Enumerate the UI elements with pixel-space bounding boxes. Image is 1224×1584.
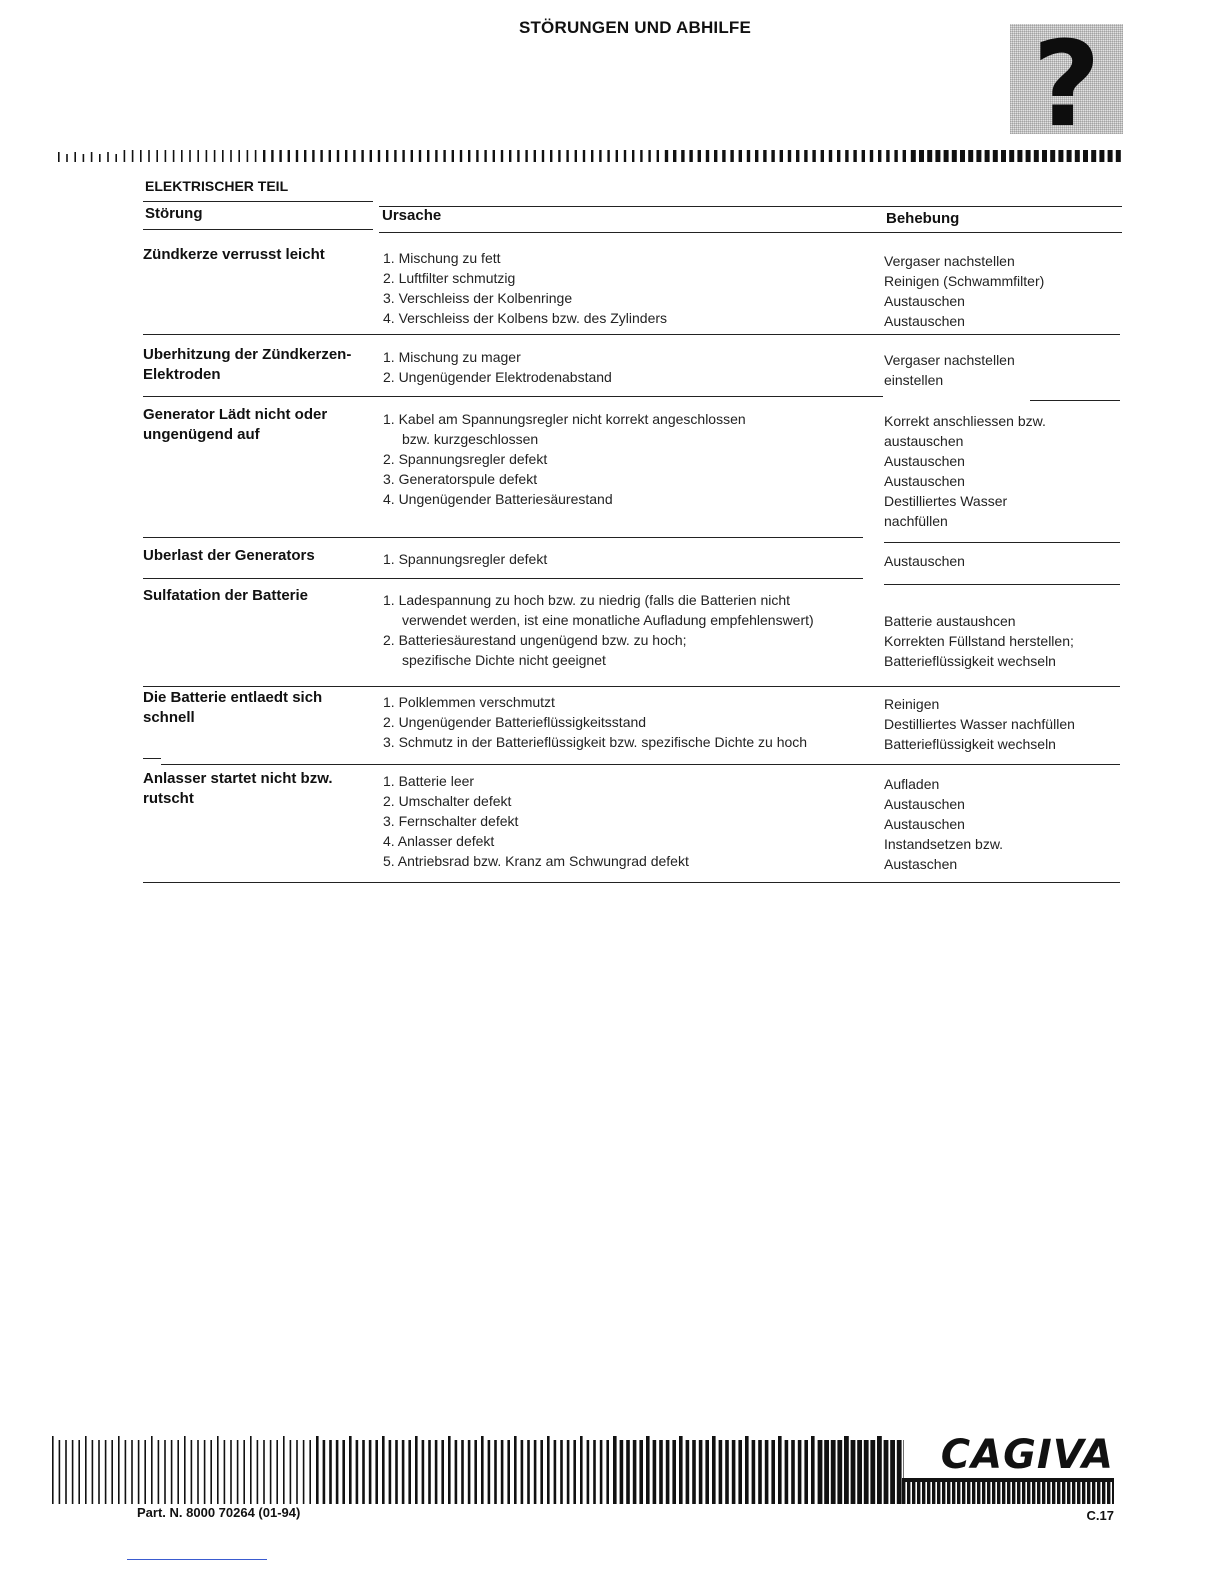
footer-bar-rule [52,1436,904,1504]
cause-item: 1. Ladespannung zu hoch bzw. zu niedrig (falls die Batterien nicht [383,592,791,608]
header-top-rule [379,206,1122,207]
cause-item: 2. Umschalter defekt [383,793,512,809]
cause-item: 5. Antriebsrad bzw. Kranz am Schwungrad defekt [383,853,689,869]
row-divider [143,537,863,538]
cause-list [383,549,873,569]
cause-item: 2. Ungenügender Elektrodenabstand [383,369,612,385]
header-bottom-rule [379,232,1122,233]
cause-item: 1. Mischung zu fett [383,250,501,266]
remedy-list [884,411,1120,531]
cause-item: 2. Batteriesäurestand ungenügend bzw. zu hoch; [383,632,687,648]
row-divider [1030,400,1120,401]
remedy-item: Austauschen [884,796,965,812]
fault-label: Uberhitzung der Zündkerzen-Elektroden [143,346,352,383]
section-title: ELEKTRISCHER TEIL [145,178,289,194]
header-top-rule [143,201,373,202]
fault-label: Generator Lädt nicht oder ungenügend auf [143,406,328,443]
cause-item: 3. Generatorspule defekt [383,471,538,487]
remedy-item: Austauschen [884,553,965,569]
cause-item: 1. Batterie leer [383,773,475,789]
fault-label: Die Batterie entlaedt sich schnell [143,689,323,726]
brand-logo: CAGIVA [940,1432,1114,1478]
remedy-item: Korrekt anschliessen bzw. [884,413,1046,429]
remedy-item: Reinigen (Schwammfilter) [884,273,1045,289]
row-divider [884,584,1120,585]
row-divider [143,578,863,579]
remedy-item: nachfüllen [884,513,948,529]
row-divider [884,542,1120,543]
remedy-item: Austauschen [884,473,965,489]
cause-item: 2. Luftfilter schmutzig [383,270,516,286]
cause-list [383,347,873,387]
remedy-item: Batterieflüssigkeit wechseln [884,736,1056,752]
remedy-item: Austauschen [884,293,965,309]
remedy-item: Reinigen [884,696,940,712]
remedy-item: Batterie austaushcen [884,613,1016,629]
remedy-list [884,694,1120,754]
cause-item: 4. Anlasser defekt [383,833,495,849]
remedy-item: Batterieflüssigkeit wechseln [884,653,1056,669]
remedy-item: Instandsetzen bzw. [884,836,1004,852]
cause-list [383,771,873,871]
cause-item: 1. Polklemmen verschmutzt [383,694,555,710]
remedy-item: Vergaser nachstellen [884,352,1015,368]
column-header-remedy: Behebung [886,210,960,227]
remedy-item: austauschen [884,433,964,449]
cause-list [383,248,873,328]
row-divider [143,334,1120,335]
remedy-list [884,774,1120,874]
table-bottom-rule [143,882,1120,883]
cause-list [383,409,873,509]
remedy-item: Austaschen [884,856,958,872]
cause-item: bzw. kurzgeschlossen [402,431,539,447]
top-bar-rule [58,146,1124,162]
footer-underline [127,1559,267,1560]
remedy-item: Destilliertes Wasser [884,493,1008,509]
fault-label: Sulfatation der Batterie [143,587,309,604]
remedy-item: Austauschen [884,313,965,329]
question-mark-glyph: ? [1032,24,1101,134]
remedy-list [884,611,1120,671]
remedy-list [884,350,1120,390]
remedy-item: Korrekten Füllstand herstellen; [884,633,1074,649]
cause-item: spezifische Dichte nicht geeignet [402,652,606,668]
cause-item: 2. Spannungsregler defekt [383,451,548,467]
cause-item: 1. Kabel am Spannungsregler nicht korrekt angeschlossen [383,411,746,427]
cause-item: verwendet werden, ist eine monatliche Aufladung empfehlenswert) [402,612,814,628]
row-divider [143,396,883,397]
brand-bar-rule [902,1478,1114,1504]
cause-item: 2. Ungenügender Batterieflüssigkeitsstand [383,714,647,730]
question-mark-icon [1010,24,1123,134]
header-bottom-rule [143,229,373,230]
remedy-item: Vergaser nachstellen [884,253,1015,269]
remedy-item: einstellen [884,372,944,388]
row-divider [143,686,1120,687]
row-divider [161,764,1120,765]
remedy-list [884,551,1120,571]
column-header-cause: Ursache [382,207,442,224]
remedy-list [884,251,1120,331]
page-title: STÖRUNGEN UND ABHILFE [518,18,752,37]
remedy-item: Aufladen [884,776,940,792]
cause-item: 1. Mischung zu mager [383,349,521,365]
cause-list [383,590,873,670]
fault-label: Uberlast der Generators [143,547,315,564]
cause-item: 1. Spannungsregler defekt [383,551,548,567]
cause-item: 3. Verschleiss der Kolbenringe [383,290,573,306]
row-divider [143,758,161,759]
cause-item: 3. Fernschalter defekt [383,813,519,829]
cause-item: 4. Verschleiss der Kolbens bzw. des Zylinders [383,310,668,326]
column-header-fault: Störung [145,205,203,222]
remedy-item: Austauschen [884,816,965,832]
part-number: Part. N. 8000 70264 (01-94) [137,1505,301,1520]
fault-label: Zündkerze verrusst leicht [143,246,325,263]
fault-label: Anlasser startet nicht bzw. rutscht [143,770,333,807]
cause-item: 3. Schmutz in der Batterieflüssigkeit bzw. spezifische Dichte zu hoch [383,734,808,750]
remedy-item: Destilliertes Wasser nachfüllen [884,716,1075,732]
cause-item: 4. Ungenügender Batteriesäurestand [383,491,613,507]
remedy-item: Austauschen [884,453,965,469]
cause-list [383,692,873,752]
page-number: C.17 [1086,1508,1114,1523]
